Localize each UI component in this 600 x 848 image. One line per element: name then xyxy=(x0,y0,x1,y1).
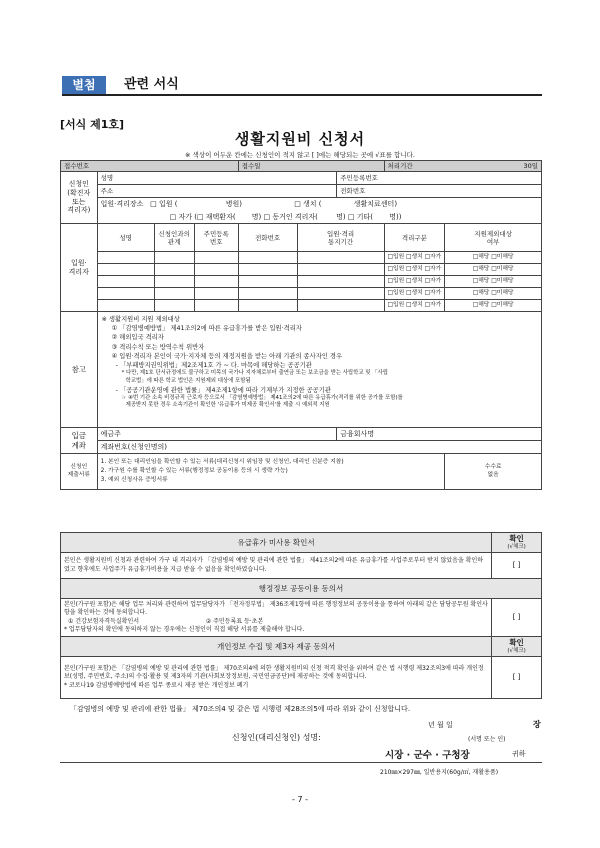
header-rule xyxy=(62,94,542,96)
reference-line: ② 해외입국 격리자 xyxy=(111,334,164,342)
shared-info-checkbox[interactable]: [ ] xyxy=(492,599,542,637)
receipt-number: 접수번호 xyxy=(61,161,239,172)
documents-label: 신청인 제출서류 xyxy=(61,454,98,490)
confirm-header: 확인 (√체크) xyxy=(492,533,542,553)
member-row xyxy=(61,252,542,264)
member-type-options[interactable]: □입원 □생치 □자가 xyxy=(384,264,445,276)
shared-info-footnote: * 업무담당자의 확인에 동의하지 않는 경우에는 신청인이 직접 해당 서류를 제출해야 합니다. xyxy=(64,625,305,633)
member-name-cell[interactable] xyxy=(97,264,154,276)
member-phone-cell[interactable] xyxy=(238,252,297,264)
reference-line: ※ 생활지원비 지원 제외대상 xyxy=(101,316,180,324)
member-phone-cell[interactable] xyxy=(238,264,297,276)
member-rrn-cell[interactable] xyxy=(194,252,238,264)
member-row xyxy=(61,264,542,276)
document-item: 2. 가구원 수를 확인할 수 있는 서류(행정정보 공동이용 등의 시 생략 가능) xyxy=(100,467,288,474)
consent-table xyxy=(60,532,542,699)
fee-cell: 수수료 없음 xyxy=(445,454,542,490)
form-number: [서식 제1호] xyxy=(60,118,125,131)
option-center-name: 생활치료센터) xyxy=(353,200,398,208)
place-options-row2 xyxy=(97,211,541,224)
account-number-field[interactable]: 계좌번호(신청인명의) xyxy=(97,441,541,454)
member-row xyxy=(61,276,542,288)
member-exclusion-options[interactable]: □해당 □미해당 xyxy=(445,252,542,264)
option-hospital-name: 병원) xyxy=(225,200,242,208)
col-header-rrn: 주민등록 번호 xyxy=(194,224,238,252)
reference-notes xyxy=(97,312,541,428)
paper-spec: 210㎜×297㎜, 일반용지(60g/㎡, 재활용품) xyxy=(380,769,499,776)
member-relation-cell[interactable] xyxy=(154,300,194,312)
application-form-table xyxy=(60,160,542,490)
member-phone-cell[interactable] xyxy=(238,288,297,300)
receipt-row xyxy=(61,161,542,172)
member-rrn-cell[interactable] xyxy=(194,264,238,276)
member-period-cell[interactable] xyxy=(297,288,384,300)
member-row xyxy=(61,300,542,312)
reference-label: 참고 xyxy=(61,312,98,428)
unpaid-leave-title: 유급휴가 미사용 확인서 xyxy=(61,533,492,553)
member-relation-cell[interactable] xyxy=(154,252,194,264)
option-center[interactable]: □ 생치 ( xyxy=(294,200,322,208)
member-relation-cell[interactable] xyxy=(154,264,194,276)
member-phone-cell[interactable] xyxy=(238,276,297,288)
privacy-consent-footnote: * 코로나19 감염병예방법에 따른 업무 종료시 제공 받은 개인정보 폐기 xyxy=(64,681,249,689)
members-label: 입원· 격리자 xyxy=(61,224,98,312)
applicant-address-field[interactable]: 주소 xyxy=(97,185,337,198)
privacy-consent-body: 본인(가구원 포함)은 「감염병의 예방 및 관리에 관한 법률」 제70조의4에 의한 생활지원비의 신청 적격 확인을 위하여 같은 법 시행령 제32조의3에 따라 개인정보(성명, 주민번호, 주소)의 수집·활용 및 제3자의 기관(사회보장정보원, 국민연금공단)에 제공하는 것에 동의합니다. * 코로나19 감염병예방법에 따른 업무 종료시 제공 받은 개인정보 폐기 xyxy=(61,657,492,699)
col-header-period: 입원·격리 통지기간 xyxy=(297,224,384,252)
reference-line: 제공받지 못한 경우 소속기관이 확인한 '유급휴가 미제공 확인서'를 제출 시 예외적 지원 xyxy=(125,402,330,409)
receipt-date: 접수일 xyxy=(238,161,384,172)
unpaid-leave-checkbox[interactable]: [ ] xyxy=(492,553,542,579)
option-hospital[interactable]: □ 입원 ( xyxy=(150,200,178,208)
option-partner[interactable]: □ 동거인 격리자( xyxy=(263,212,318,221)
document-item: 3. 예외 신청사유 증빙서류 xyxy=(100,477,168,484)
reference-line: - 「부패방지권익위법」제2조제1호 가 ~ 다. 마목에 해당하는 공공기관 xyxy=(115,361,312,369)
member-exclusion-options[interactable]: □해당 □미해당 xyxy=(445,288,542,300)
member-exclusion-options[interactable]: □해당 □미해당 xyxy=(445,264,542,276)
place-options-row1 xyxy=(97,198,541,211)
depositor-field[interactable]: 예금주 xyxy=(97,428,337,441)
form-note: ※ 색상이 어두운 칸에는 신청인이 적지 않고 [ ]에는 해당되는 곳에 √표를 합니다. xyxy=(185,151,415,159)
unpaid-leave-body: 본인은 생활지원비 신청과 관련하여 가구 내 격리자가 「감염병의 예방 및 관리에 관한 법률」 제41조의2에 따른 유급휴가를 사업주로부터 받지 않았음을 확인하였고 향후에도 사업주가 유급휴가비용을 지급 받을 수 없음을 확인하였습니다. xyxy=(61,553,492,579)
member-name-cell[interactable] xyxy=(97,252,154,264)
signer-label: 신청인(대리신청인) 성명: xyxy=(232,733,321,742)
option-etc[interactable]: □ 기타( xyxy=(347,212,373,221)
applicant-label: 신청인 (확진자 또는 격리자) xyxy=(61,172,98,224)
member-period-cell[interactable] xyxy=(297,300,384,312)
reference-line: ④ 입원·격리자 본인이 국가·지자체 등의 재정지원을 받는 아래 기관의 종사자인 경우 xyxy=(111,352,343,360)
col-header-type: 격리구분 xyxy=(384,224,445,252)
privacy-consent-title: 개인정보 수집 및 제3자 제공 동의서 xyxy=(61,637,492,657)
member-type-options[interactable]: □입원 □생치 □자가 xyxy=(384,252,445,264)
member-exclusion-options[interactable]: □해당 □미해당 xyxy=(445,276,542,288)
member-rrn-cell[interactable] xyxy=(194,300,238,312)
member-relation-cell[interactable] xyxy=(154,276,194,288)
privacy-consent-checkbox[interactable]: [ ] xyxy=(492,657,542,699)
member-name-cell[interactable] xyxy=(97,288,154,300)
member-period-cell[interactable] xyxy=(297,264,384,276)
confirm-header: 확인 (√체크) xyxy=(492,637,542,657)
place-label: 입원·격리장소 xyxy=(100,200,144,208)
signing-date: 년 월 일 xyxy=(428,721,453,729)
reference-line: 학교법」에 따른 학교 법인은 지원제외 대상에 포함됨 xyxy=(125,377,251,384)
member-period-cell[interactable] xyxy=(297,252,384,264)
member-rrn-cell[interactable] xyxy=(194,276,238,288)
member-name-cell[interactable] xyxy=(97,276,154,288)
appendix-badge: 별첨 xyxy=(62,76,106,94)
closing-statement: 「감염병의 예방 및 관리에 관한 법률」 제70조의4 및 같은 법 시행령 제28조의5에 따라 위와 같이 신청합니다. xyxy=(70,705,411,713)
shared-info-items: ① 건강보험자격득실확인서 ② 주민등록표 등·초본 xyxy=(68,617,264,625)
option-home[interactable]: □ 자가 (□ 재택환자( xyxy=(169,212,236,221)
member-exclusion-options[interactable]: □해당 □미해당 xyxy=(445,300,542,312)
option-etc-count: 명)) xyxy=(389,212,402,221)
reference-line: ☞ ④번 기관 소속 비정규직 근로자 등으로서 「감염병예방법」 제41조의2에 따른 유급휴가(격리를 위한 공가를 포함)를 xyxy=(121,394,403,401)
member-type-options[interactable]: □입원 □생치 □자가 xyxy=(384,288,445,300)
stamp-mark: 장 xyxy=(533,720,541,729)
member-rrn-cell[interactable] xyxy=(194,288,238,300)
page-number: - 7 - xyxy=(292,795,308,804)
processing-period-value: 30일 xyxy=(445,161,542,172)
reference-line: - 「공공기관운영에 관한 법률」 제4조제1항에 따라 기재부가 지정한 공공기관 xyxy=(115,386,331,394)
bank-name-field[interactable]: 금융회사명 xyxy=(337,428,542,441)
shared-info-title: 행정정보 공동이용 동의서 xyxy=(61,579,542,599)
shared-info-body: 본인(가구원 포함)은 해당 업무 처리와 관련하여 업무담당자가 「전자정부법」 제36조제1항에 따른 행정정보의 공동이용을 통하여 아래의 같은 담당공무원 확인사항을 확인하는 것에 동의합니다. ① 건강보험자격득실확인서 ② 주민등록표 등·초본 * 업무담당자의 확인에 동의하지 않는 경우에는 신청인이 직접 해당 서류를 제출해야 합니다. xyxy=(61,599,492,637)
col-header-relation: 신청인과의 관계 xyxy=(154,224,194,252)
member-row xyxy=(61,288,542,300)
section-title: 관련 서식 xyxy=(124,77,179,92)
col-header-name: 성명 xyxy=(97,224,154,252)
member-name-cell[interactable] xyxy=(97,300,154,312)
col-header-phone: 전화번호 xyxy=(238,224,297,252)
member-period-cell[interactable] xyxy=(297,276,384,288)
reference-line: ① 「감염병예방법」 제41조의2에 따른 유급휴가를 받은 입원·격리자 xyxy=(111,325,302,333)
form-title: 생활지원비 신청서 xyxy=(234,130,366,148)
applicant-phone-field[interactable]: 전화번호 xyxy=(337,185,542,198)
member-type-options[interactable]: □입원 □생치 □자가 xyxy=(384,300,445,312)
member-relation-cell[interactable] xyxy=(154,288,194,300)
member-phone-cell[interactable] xyxy=(238,300,297,312)
col-header-exclusion: 지원제외대상 여부 xyxy=(445,224,542,252)
signature-note: (서명 또는 인) xyxy=(468,736,506,743)
applicant-rrn-field[interactable]: 주민등록번호 xyxy=(337,172,542,185)
documents-list xyxy=(97,454,445,490)
form-bottom-rule xyxy=(60,762,542,763)
reference-line: ③ 격리수칙 또는 방역수칙 위반자 xyxy=(111,343,205,351)
option-home-count: 명) xyxy=(251,212,262,221)
document-item: 1. 본인 또는 대리인임을 확인할 수 있는 서류(대리신청시 위임장 및 신청인, 대리인 신분증 지참) xyxy=(100,458,344,465)
reference-line: * 다만, 제1호 단서규정에도 불구하고 미목의 국가나 지자체로부터 출연금 또는 보조금을 받는 사립학교 및 「사립 xyxy=(121,369,388,376)
honorific: 귀하 xyxy=(512,750,526,758)
option-partner-count: 명) xyxy=(336,212,346,221)
applicant-name-field[interactable]: 성명 xyxy=(97,172,337,185)
bank-label: 입금 계좌 xyxy=(61,428,98,454)
processing-period-label: 처리기간 xyxy=(384,161,445,172)
addressee: 시장 · 군수 · 구청장 xyxy=(385,750,470,761)
member-type-options[interactable]: □입원 □생치 □자가 xyxy=(384,276,445,288)
